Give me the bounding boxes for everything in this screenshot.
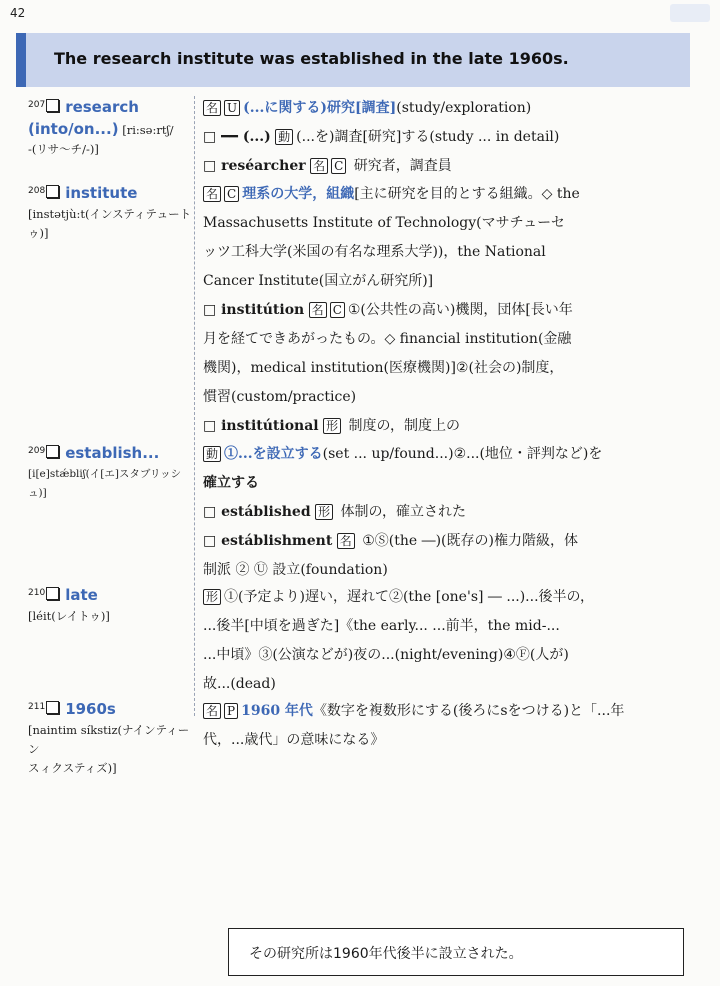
pronunciation: [ri:sə:rtʃ/	[122, 123, 174, 137]
page-number: 42	[10, 6, 26, 20]
entry-number: 210	[28, 588, 46, 598]
headword: 1960s	[65, 700, 116, 718]
definition-line: 故...(dead)	[203, 676, 276, 692]
definition-line: 月を経てできあがったもの。◇ financial institution(金融	[203, 331, 572, 347]
pronunciation: [i[e]stǽbliʃ(イ[エ]スタブリッシュ)]	[28, 468, 182, 499]
definition-line: □ reséarcher 名 C 研究者，調査員	[203, 158, 452, 174]
definition-line: 機関)，medical institution(医療機関)]②(社会の)制度，	[203, 360, 564, 376]
entry-number: 209	[28, 446, 46, 456]
banner-title: The research institute was established in the late 1960s.	[54, 49, 569, 68]
definition-line: □ estáblished 形 体制の，確立された	[203, 504, 466, 520]
checkbox-icon[interactable]	[46, 185, 59, 198]
banner-accent-bar	[16, 33, 26, 87]
definition-line: 名 U (...に関する)研究[調査](study/exploration)	[203, 94, 673, 123]
entry-number: 207	[28, 100, 46, 110]
checkbox-icon[interactable]	[46, 445, 59, 458]
definition-line: □ institútion 名 C ①(公共性の高い)機関，団体[長い年	[203, 302, 573, 318]
definition-line: 確立する	[203, 475, 259, 491]
pronunciation-cont: スィクスティズ)]	[28, 761, 117, 775]
definition-line: ...後半[中頃を過ぎた]《the early... ...前半，the mid-...	[203, 618, 560, 634]
countable-mark: C	[224, 186, 239, 202]
entry-number: 208	[28, 186, 46, 196]
pronunciation: [naintim síkstiz(ナインティーン	[28, 723, 190, 756]
definition-line: □ institútional 形 制度の，制度上の	[203, 418, 460, 434]
headword: late	[65, 586, 98, 604]
entry-head-institute	[28, 184, 192, 243]
headword: institute	[65, 184, 138, 202]
headword: establish...	[65, 444, 160, 462]
definition-line: 慣習(custom/practice)	[203, 389, 357, 405]
headword-suffix: (into/on...)	[28, 120, 119, 138]
entry-head-research	[28, 98, 192, 159]
checkbox-icon[interactable]	[46, 587, 59, 600]
pos-adjective-icon: 形	[315, 504, 333, 520]
pos-adjective-icon: 形	[203, 589, 221, 605]
definition-line: 名 C 理系の大学，組織[主に研究を目的とする組織。◇ the	[203, 180, 673, 209]
pronunciation: [léit(レイトゥ)]	[28, 609, 110, 623]
definition-line: Massachusetts Institute of Technology(マサチューセ	[203, 215, 565, 231]
entry-body-1960s	[203, 697, 673, 755]
checkbox-icon[interactable]	[46, 701, 59, 714]
definition-line: 名 P 1960 年代《数字を複数形にする(後ろにsをつける)と「...年	[203, 697, 673, 726]
definition-line: □ estáblishment 名 ①Ⓢ(the ―)(既存の)権力階級，体	[203, 533, 578, 549]
pronunciation-cont: -(リサ～チ/-)]	[28, 142, 99, 156]
entry-head-late	[28, 586, 192, 626]
pos-noun-icon: 名	[203, 703, 221, 719]
uncountable-mark: U	[224, 100, 240, 116]
entry-body-institute	[203, 180, 673, 441]
definition-line: ッツ工科大学(米国の有名な理系大学))，the National	[203, 244, 546, 260]
entry-head-establish	[28, 444, 192, 503]
entry-head-1960s	[28, 700, 192, 778]
pos-noun-icon: 名	[337, 533, 355, 549]
entry-body-late	[203, 583, 673, 699]
definition-line: Cancer Institute(国立がん研究所)]	[203, 273, 434, 289]
sentence-banner	[16, 33, 690, 87]
pos-verb-icon: 動	[275, 129, 293, 145]
headword: research	[65, 98, 139, 116]
definition-line: 代，...歳代」の意味になる》	[203, 732, 385, 748]
translation-text: その研究所は1960年代後半に設立された。	[249, 946, 523, 962]
pos-noun-icon: 名	[310, 158, 328, 174]
definition-line: 形 ①(予定より)遅い，遅れて②(the [one's] ― ...)...後半の，	[203, 583, 673, 612]
pos-verb-icon: 動	[203, 446, 221, 462]
pos-noun-icon: 名	[203, 186, 221, 202]
pos-adjective-icon: 形	[323, 418, 341, 434]
page-tab-marker	[670, 4, 710, 22]
entry-number: 211	[28, 702, 46, 712]
plural-mark: P	[224, 703, 238, 719]
pos-noun-icon: 名	[309, 302, 327, 318]
countable-mark: C	[330, 302, 345, 318]
translation-box	[228, 928, 684, 976]
pos-noun-icon: 名	[203, 100, 221, 116]
checkbox-icon[interactable]	[46, 99, 59, 112]
countable-mark: C	[331, 158, 346, 174]
definition-line: 動 ①...を設立する(set ... up/found...)②...(地位・評判など)を	[203, 440, 673, 469]
entry-body-establish	[203, 440, 673, 585]
column-divider	[194, 96, 195, 716]
definition-line: ...中頃》③(公演などが)夜の...(night/evening)④Ⓕ(人が)	[203, 647, 569, 663]
entry-body-research	[203, 94, 673, 181]
definition-line: □ ━━ (...) 動 (...を)調査[研究]する(study ... in detail)	[203, 129, 560, 145]
definition-line: 制派 ② Ⓤ 設立(foundation)	[203, 562, 388, 578]
pronunciation: [instətjù:t(インスティテュートゥ)]	[28, 207, 192, 240]
